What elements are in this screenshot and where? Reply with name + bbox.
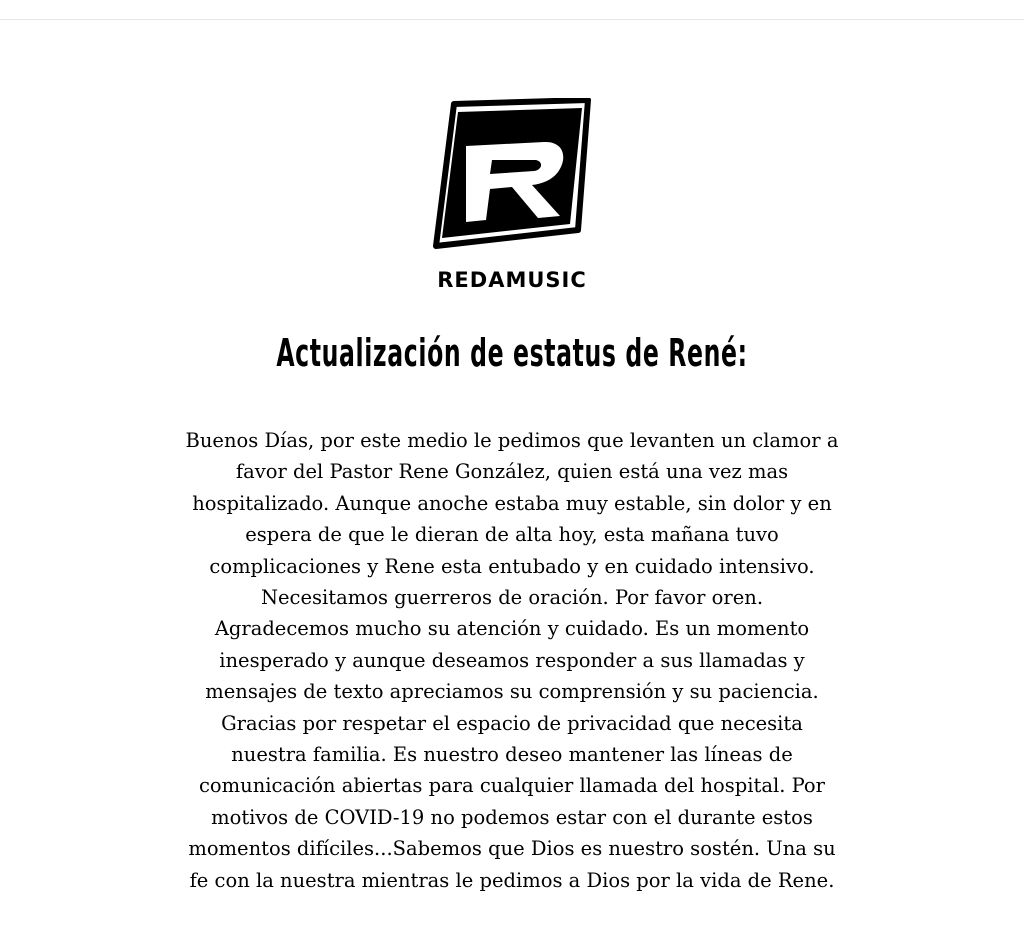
message-line: momentos difíciles...Sabemos que Dios es nuestro sostén. Una su — [188, 837, 836, 861]
message-line: Necesitamos guerreros de oración. Por favor oren. — [260, 586, 764, 610]
message-line: mensajes de texto apreciamos su comprensión y su paciencia. — [205, 680, 819, 704]
message-line: nuestra familia. Es nuestro deseo mantener las líneas de — [231, 743, 793, 767]
message-line: motivos de COVID-19 no podemos estar con el durante estos — [211, 805, 813, 829]
redamusic-logo — [428, 98, 596, 254]
message-line: hospitalizado. Aunque anoche estaba muy estable, sin dolor y en — [192, 491, 832, 515]
top-divider — [0, 19, 1024, 20]
status-message — [150, 425, 874, 896]
message-line: Buenos Días, por este medio le pedimos que levanten un clamor a — [185, 429, 839, 452]
message-line: comunicación abiertas para cualquier llamada del hospital. Por — [198, 774, 825, 798]
message-line: Gracias por respetar el espacio de privacidad que necesita — [221, 711, 803, 735]
brand-name: REDAMUSIC — [437, 268, 587, 292]
message-line: Agradecemos mucho su atención y cuidado. Es un momento — [214, 617, 810, 641]
message-line: espera de que le dieran de alta hoy, esta mañana tuvo — [245, 523, 779, 547]
message-line: favor del Pastor Rene González, quien está una vez mas — [235, 460, 789, 484]
message-line: complicaciones y Rene esta entubado y en cuidado intensivo. — [209, 554, 815, 578]
page-title: Actualización de estatus de René: — [276, 331, 748, 375]
message-line: fe con la nuestra mientras le pedimos a Dios por la vida de Rene. — [189, 868, 835, 892]
message-line: inesperado y aunque deseamos responder a sus llamadas y — [219, 648, 805, 672]
